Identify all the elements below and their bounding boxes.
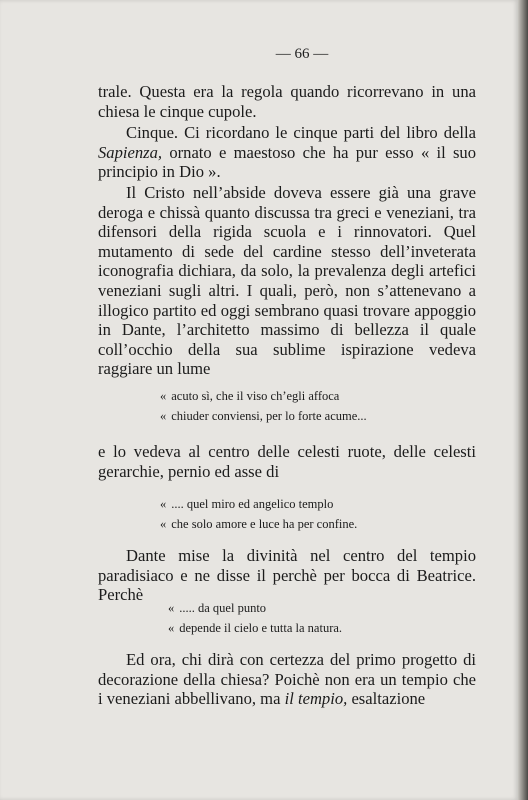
quote-3 [168, 598, 342, 638]
paragraph-3-text: Il Cristo nell’abside doveva essere già una grave deroga e chissà quanto discussa tra greci e veneziani, tra difensori della rigida scuola e i rinnovatori. Quel mutamento di sede del cardine stesso dell’inveterata iconografia dichiara, da solo, la prevalenza degli artefici veneziani sugli altri. I quali, però, non s’attenevano a illogico partito ed oggi sembrano quasi trovare appoggio in Dante, l’architetto massimo di bellezza il quale coll’occhio della sua sublime ispirazione vedeva raggiare un lume [98, 183, 476, 379]
paragraph-2-italic: Sapienza, [98, 142, 163, 162]
paragraph-3 [98, 183, 476, 379]
quote-1-line-1-text: acuto sì, che il viso ch’egli affoca [171, 389, 340, 403]
quote-mark: « [160, 517, 167, 531]
paragraph-5 [98, 546, 476, 605]
page-number: — 66 — [275, 46, 329, 62]
paragraph-6-italic: il tempio, [284, 689, 348, 709]
quote-mark: « [160, 389, 167, 403]
paragraph-4-text: e lo vedeva al centro delle celesti ruote, delle celesti gerarchie, pernio ed asse di [98, 442, 476, 481]
quote-mark: « [160, 409, 167, 423]
quote-1-line-2-text: chiuder conviensi, per lo forte acume... [171, 409, 367, 423]
quote-mark: « [168, 621, 175, 635]
quote-2-line-2-text: che solo amore e luce ha per confine. [171, 517, 358, 531]
paragraph-1-text: trale. Questa era la regola quando ricorrevano in una chiesa le cinque cupole. [98, 82, 476, 121]
paragraph-2-part-b: ornato e maestoso che ha pur esso « il suo principio in Dio ». [98, 142, 476, 182]
quote-2-line-1 [160, 494, 357, 514]
quote-3-line-1 [168, 598, 342, 618]
paragraph-2-part-a: Cinque. Ci ricordano le cinque parti del libro della [126, 123, 476, 142]
quote-1-line-2 [160, 406, 367, 426]
paragraph-4 [98, 442, 476, 481]
paragraph-1 [98, 82, 476, 121]
paragraph-6-text [98, 650, 476, 709]
quote-2-line-2 [160, 514, 357, 534]
quote-1 [160, 386, 367, 426]
book-spine-shadow [518, 0, 528, 800]
quote-3-line-1-text: ..... da quel punto [179, 601, 267, 615]
paragraph-6-part-a: Ed ora, chi dirà con certezza del primo progetto di decorazione della chiesa? Poichè non era un tempio che i veneziani abbellivano, ma [98, 650, 476, 709]
quote-3-line-2-text: depende il cielo e tutta la natura. [179, 621, 343, 635]
paragraph-2-text [98, 123, 476, 182]
paragraph-6-part-b: esaltazione [347, 689, 426, 709]
quote-1-line-1 [160, 386, 367, 406]
quote-2 [160, 494, 357, 534]
paragraph-5-text: Dante mise la divinità nel centro del tempio paradisiaco e ne disse il perchè per bocca di Beatrice. Perchè [98, 546, 476, 605]
paragraph-6 [98, 650, 476, 709]
quote-3-line-2 [168, 618, 342, 638]
paragraph-2 [98, 123, 476, 182]
quote-mark: « [160, 497, 167, 511]
quote-mark: « [168, 601, 175, 615]
quote-2-line-1-text: .... quel miro ed angelico templo [171, 497, 334, 511]
